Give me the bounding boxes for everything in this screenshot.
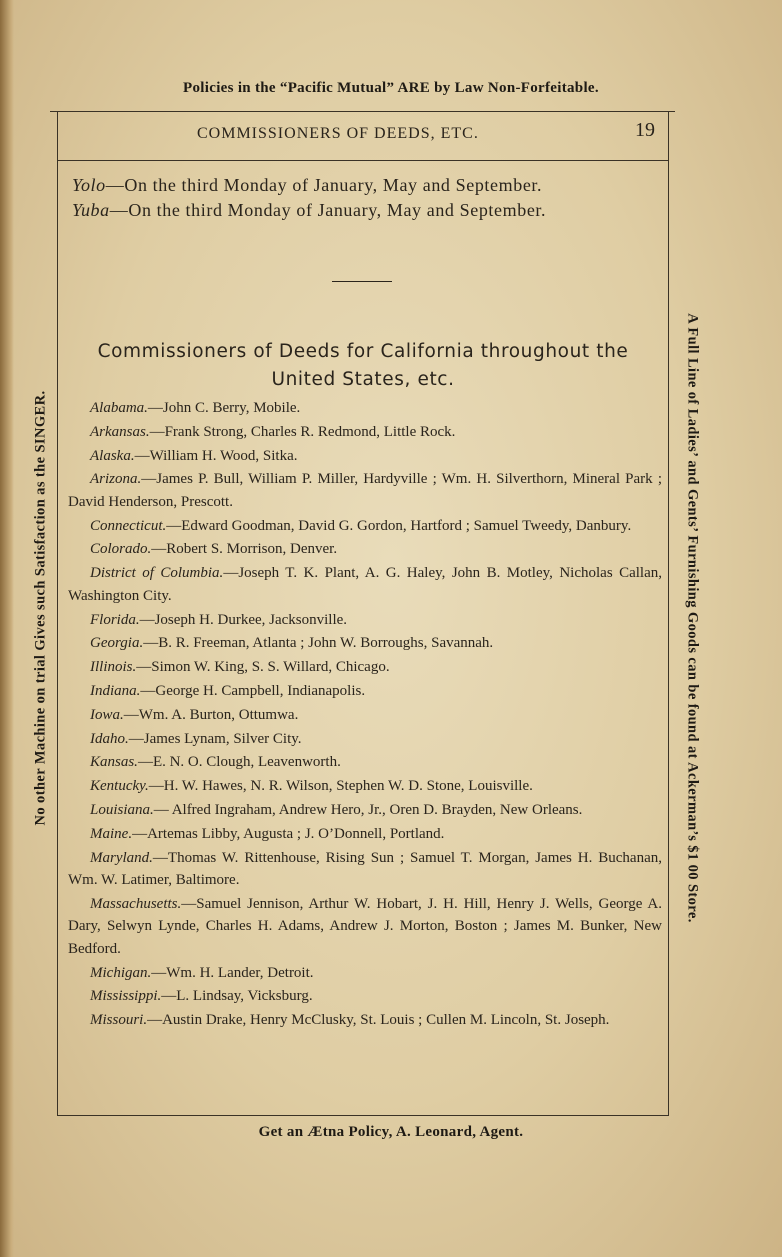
running-head	[57, 113, 669, 161]
top-advertisement: Policies in the “Pacific Mutual” ARE by Law Non-Forfeitable.	[183, 80, 599, 96]
commissioner-entry	[68, 562, 662, 607]
running-title: COMMISSIONERS OF DEEDS, ETC.	[197, 125, 479, 142]
commissioner-entry	[68, 1009, 662, 1032]
right-side-advertisement: A Full Line of Ladies’ and Gents’ Furnishing Goods can be found at Ackerman’s $1 00 Store.	[684, 313, 701, 923]
commissioner-names: —James Lynam, Silver City.	[128, 730, 302, 747]
county-name: Yuba	[72, 200, 110, 220]
commissioners-list	[68, 397, 662, 1033]
state-name: Maine.	[90, 825, 133, 842]
state-name: Illinois.	[90, 659, 137, 676]
commissioner-entry	[68, 751, 662, 774]
commissioner-names: —Frank Strong, Charles R. Redmond, Little Rock.	[149, 423, 456, 440]
state-name: Indiana.	[90, 682, 141, 699]
commissioner-names: —Thomas W. Rittenhouse, Rising Sun ; Samuel T. Morgan, James H. Buchanan, Wm. W. Latimer, Baltimore.	[68, 849, 662, 889]
commissioner-names: —Joseph T. K. Plant, A. G. Haley, John B. Motley, Nicholas Callan, Washington City.	[68, 565, 662, 604]
commissioner-entry	[68, 397, 662, 420]
state-name: Mississippi.	[90, 988, 162, 1005]
commissioner-entry	[68, 445, 662, 468]
commissioner-names: —E. N. O. Clough, Leavenworth.	[137, 754, 341, 771]
commissioner-names: —Artemas Libby, Augusta ; J. O’Donnell, Portland.	[132, 825, 445, 842]
section-title-line-1: Commissioners of Deeds for California throughout the	[97, 341, 629, 362]
state-name: Alabama.	[90, 400, 148, 416]
court-term-yolo	[72, 175, 542, 196]
commissioner-names: —Robert S. Morrison, Denver.	[151, 541, 338, 558]
section-divider	[332, 281, 392, 282]
court-term-yuba	[72, 200, 546, 221]
commissioner-names: —Wm. H. Lander, Detroit.	[151, 964, 314, 981]
commissioner-names: —Samuel Jennison, Arthur W. Hobart, J. H. Hill, Henry J. Wells, George A. Dary, Selwyn Lynde, Charles H. Adams, Andrew J. Morton, Boston ; James M. Bunker, New Bedford.	[68, 895, 662, 957]
state-name: Florida.	[90, 611, 140, 628]
state-name: Kansas.	[90, 754, 138, 771]
state-name: District of Columbia.	[90, 565, 224, 582]
court-term-text: —On the third Monday of January, May and September.	[105, 175, 543, 195]
commissioner-entry	[68, 609, 662, 632]
commissioner-entry	[68, 421, 662, 444]
county-name: Yolo	[72, 175, 106, 195]
commissioner-entry	[68, 704, 662, 727]
state-name: Idaho.	[90, 730, 129, 747]
commissioner-entry	[68, 515, 662, 538]
bottom-advertisement: Get an Ætna Policy, A. Leonard, Agent.	[258, 1124, 524, 1140]
state-name: Arkansas.	[90, 423, 150, 440]
commissioner-names: —Austin Drake, Henry McClusky, St. Louis ; Cullen M. Lincoln, St. Joseph.	[147, 1012, 610, 1029]
commissioner-names: —James P. Bull, William P. Miller, Hardyville ; Wm. H. Silverthorn, Mineral Park ; David Henderson, Prescott.	[68, 471, 662, 510]
commissioner-entry	[68, 799, 662, 822]
commissioner-names: —L. Lindsay, Vicksburg.	[161, 988, 313, 1005]
commissioner-names: —Wm. A. Burton, Ottumwa.	[123, 706, 299, 723]
state-name: Iowa.	[90, 706, 124, 723]
commissioner-entry	[68, 847, 662, 892]
commissioner-names: —George H. Campbell, Indianapolis.	[140, 682, 366, 699]
commissioner-entry	[68, 680, 662, 703]
state-name: Missouri.	[90, 1012, 148, 1029]
state-name: Georgia.	[90, 635, 144, 652]
commissioner-names: —Edward Goodman, David G. Gordon, Hartford ; Samuel Tweedy, Danbury.	[166, 517, 632, 534]
commissioner-names: — Alfred Ingraham, Andrew Hero, Jr., Oren D. Brayden, New Orleans.	[153, 801, 583, 818]
state-name: Arizona.	[90, 471, 142, 488]
commissioner-entry	[68, 823, 662, 846]
state-name: Connecticut.	[90, 517, 167, 534]
state-name: Colorado.	[90, 541, 152, 558]
commissioner-entry	[68, 656, 662, 679]
page-number: 19	[635, 119, 655, 141]
commissioner-names: —William H. Wood, Sitka.	[134, 447, 298, 464]
book-spine-shadow	[0, 0, 14, 1257]
court-term-text: —On the third Monday of January, May and September.	[109, 200, 547, 220]
commissioner-names: —H. W. Hawes, N. R. Wilson, Stephen W. D. Stone, Louisville.	[148, 778, 533, 795]
state-name: Louisiana.	[90, 801, 154, 818]
commissioner-entry	[68, 728, 662, 751]
commissioner-entry	[68, 962, 662, 985]
commissioner-names: —B. R. Freeman, Atlanta ; John W. Borroughs, Savannah.	[143, 635, 494, 652]
commissioner-names: —John C. Berry, Mobile.	[147, 400, 301, 416]
commissioner-entry	[68, 468, 662, 513]
commissioner-entry	[68, 538, 662, 561]
commissioner-entry	[68, 775, 662, 798]
commissioner-names: —Simon W. King, S. S. Willard, Chicago.	[136, 659, 390, 676]
commissioner-entry	[68, 632, 662, 655]
left-side-advertisement: No other Machine on trial Gives such Satisfaction as the SINGER.	[32, 390, 49, 826]
section-title	[66, 338, 660, 394]
state-name: Massachusetts.	[90, 895, 182, 912]
state-name: Kentucky.	[90, 778, 149, 795]
commissioner-entry	[68, 985, 662, 1008]
state-name: Maryland.	[90, 849, 153, 866]
commissioner-names: —Joseph H. Durkee, Jacksonville.	[139, 611, 348, 628]
state-name: Michigan.	[90, 964, 152, 981]
state-name: Alaska.	[90, 447, 135, 464]
commissioner-entry	[68, 893, 662, 961]
section-title-line-2: United States, etc.	[271, 369, 455, 390]
